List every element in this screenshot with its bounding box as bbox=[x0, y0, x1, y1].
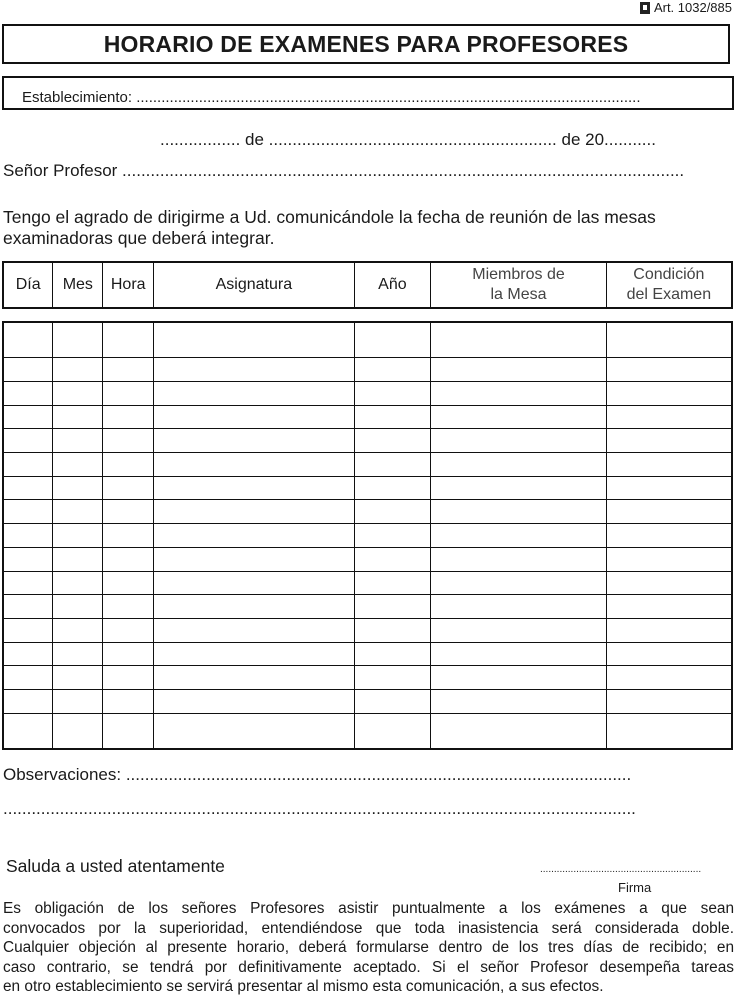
table-cell[interactable] bbox=[154, 547, 354, 571]
table-row bbox=[3, 476, 732, 500]
date-line[interactable]: ................. de ............................................................. de 20........... bbox=[160, 130, 656, 149]
footer-line: en otro establecimiento se servirá presentar al mismo esta comunicación, a sus efectos. bbox=[3, 978, 604, 995]
table-cell[interactable] bbox=[3, 713, 53, 749]
table-cell[interactable] bbox=[154, 595, 354, 619]
table-cell[interactable] bbox=[431, 429, 607, 453]
article-code-text: Art. 1032/885 bbox=[653, 0, 732, 15]
observaciones-continuation[interactable]: ...................................................................................................................................... bbox=[3, 799, 636, 818]
table-cell[interactable] bbox=[354, 524, 431, 548]
table-cell[interactable] bbox=[606, 381, 732, 405]
observaciones-field[interactable]: Observaciones: ........................................................................................................... bbox=[3, 765, 632, 784]
table-cell[interactable] bbox=[103, 547, 154, 571]
table-cell[interactable] bbox=[606, 618, 732, 642]
table-cell[interactable] bbox=[431, 322, 607, 358]
table-cell[interactable] bbox=[431, 547, 607, 571]
table-cell[interactable] bbox=[154, 322, 354, 358]
table-cell[interactable] bbox=[606, 642, 732, 666]
table-cell[interactable] bbox=[53, 642, 103, 666]
table-cell[interactable] bbox=[154, 618, 354, 642]
table-cell[interactable] bbox=[3, 524, 53, 548]
table-cell[interactable] bbox=[3, 642, 53, 666]
table-cell[interactable] bbox=[431, 713, 607, 749]
table-cell[interactable] bbox=[3, 666, 53, 690]
table-cell[interactable] bbox=[606, 690, 732, 714]
table-cell[interactable] bbox=[3, 618, 53, 642]
table-cell[interactable] bbox=[354, 642, 431, 666]
column-header-line: la Mesa bbox=[490, 286, 547, 303]
table-cell[interactable] bbox=[606, 322, 732, 358]
table-cell[interactable] bbox=[431, 476, 607, 500]
table-cell[interactable] bbox=[431, 571, 607, 595]
table-row bbox=[3, 405, 732, 429]
table-cell[interactable] bbox=[3, 547, 53, 571]
table-row bbox=[3, 618, 732, 642]
table-cell[interactable] bbox=[103, 618, 154, 642]
table-cell[interactable] bbox=[354, 595, 431, 619]
table-cell[interactable] bbox=[103, 666, 154, 690]
table-cell[interactable] bbox=[431, 381, 607, 405]
table-cell[interactable] bbox=[53, 500, 103, 524]
table-cell[interactable] bbox=[3, 452, 53, 476]
table-cell[interactable] bbox=[606, 524, 732, 548]
table-cell[interactable] bbox=[354, 381, 431, 405]
table-cell[interactable] bbox=[606, 713, 732, 749]
table-row bbox=[3, 690, 732, 714]
table-cell[interactable] bbox=[431, 405, 607, 429]
table-cell[interactable] bbox=[103, 476, 154, 500]
table-row bbox=[3, 381, 732, 405]
table-cell[interactable] bbox=[103, 642, 154, 666]
column-header-line: Miembros de bbox=[472, 266, 565, 283]
table-cell[interactable] bbox=[3, 381, 53, 405]
table-cell[interactable] bbox=[154, 500, 354, 524]
table-row bbox=[3, 322, 732, 358]
table-cell[interactable] bbox=[606, 500, 732, 524]
table-cell[interactable] bbox=[154, 358, 354, 382]
table-cell[interactable] bbox=[606, 405, 732, 429]
table-cell[interactable] bbox=[103, 381, 154, 405]
table-cell[interactable] bbox=[606, 595, 732, 619]
publisher-logo-icon bbox=[640, 2, 650, 14]
table-row bbox=[3, 524, 732, 548]
table-cell[interactable] bbox=[606, 452, 732, 476]
schedule-table-body bbox=[2, 321, 733, 750]
table-cell[interactable] bbox=[53, 547, 103, 571]
column-header-line: del Examen bbox=[626, 286, 712, 303]
table-cell[interactable] bbox=[154, 571, 354, 595]
table-cell[interactable] bbox=[154, 476, 354, 500]
table-cell[interactable] bbox=[354, 405, 431, 429]
intro-line: examinadoras que deberá integrar. bbox=[3, 228, 275, 248]
table-cell[interactable] bbox=[354, 571, 431, 595]
schedule-table-header bbox=[2, 261, 733, 309]
footer-line: convocados por la superioridad, entendiéndose que toda inasistencia será considerada doble. bbox=[3, 919, 734, 937]
table-cell[interactable] bbox=[606, 429, 732, 453]
footer-line: Es obligación de los señores Profesores asistir puntualmente a los exámenes a que sean bbox=[3, 900, 734, 917]
table-cell[interactable] bbox=[354, 322, 431, 358]
table-row bbox=[3, 642, 732, 666]
footer-line: Cualquier objeción al presente horario, deberá formularse dentro de los tres días de recibido; en bbox=[3, 939, 734, 956]
table-cell[interactable] bbox=[103, 524, 154, 548]
table-cell[interactable] bbox=[3, 571, 53, 595]
table-cell[interactable] bbox=[53, 476, 103, 500]
table-cell[interactable] bbox=[53, 524, 103, 548]
table-cell[interactable] bbox=[154, 666, 354, 690]
table-cell[interactable] bbox=[103, 358, 154, 382]
establecimiento-field[interactable]: Establecimiento: ......................................................................................................................... bbox=[22, 89, 641, 106]
table-cell[interactable] bbox=[154, 452, 354, 476]
table-cell[interactable] bbox=[3, 322, 53, 358]
table-cell[interactable] bbox=[53, 358, 103, 382]
table-cell[interactable] bbox=[154, 429, 354, 453]
column-header-mes: Mes bbox=[53, 262, 103, 308]
table-cell[interactable] bbox=[3, 690, 53, 714]
table-cell[interactable] bbox=[103, 571, 154, 595]
table-cell[interactable] bbox=[3, 476, 53, 500]
column-header-hora: Hora bbox=[103, 262, 154, 308]
table-cell[interactable] bbox=[103, 713, 154, 749]
table-cell[interactable] bbox=[431, 595, 607, 619]
table-cell[interactable] bbox=[53, 571, 103, 595]
table-cell[interactable] bbox=[53, 666, 103, 690]
table-cell[interactable] bbox=[431, 642, 607, 666]
table-cell[interactable] bbox=[354, 358, 431, 382]
table-cell[interactable] bbox=[606, 358, 732, 382]
table-cell[interactable] bbox=[606, 476, 732, 500]
intro-paragraph bbox=[3, 207, 738, 249]
table-cell[interactable] bbox=[53, 713, 103, 749]
table-cell[interactable] bbox=[103, 595, 154, 619]
table-cell[interactable] bbox=[3, 405, 53, 429]
table-cell[interactable] bbox=[354, 690, 431, 714]
table-cell[interactable] bbox=[354, 500, 431, 524]
table-cell[interactable] bbox=[53, 381, 103, 405]
intro-line: Tengo el agrado de dirigirme a Ud. comunicándole la fecha de reunión de las mesas bbox=[3, 207, 656, 227]
table-cell[interactable] bbox=[606, 666, 732, 690]
closing-salutation: Saluda a usted atentamente bbox=[6, 856, 225, 876]
table-cell[interactable] bbox=[154, 405, 354, 429]
title-box bbox=[2, 24, 730, 64]
table-row bbox=[3, 547, 732, 571]
table-cell[interactable] bbox=[154, 642, 354, 666]
table-cell[interactable] bbox=[431, 690, 607, 714]
table-cell[interactable] bbox=[354, 547, 431, 571]
footer-line: caso contrario, se tendrá por definitivamente aceptado. Si el señor Profesor desempeña tareas bbox=[3, 958, 734, 976]
table-cell[interactable] bbox=[431, 500, 607, 524]
signature-line[interactable]: .......................................................... bbox=[540, 864, 702, 875]
table-cell[interactable] bbox=[431, 666, 607, 690]
firma-label: Firma bbox=[618, 880, 652, 895]
table-cell[interactable] bbox=[53, 690, 103, 714]
table-cell[interactable] bbox=[3, 595, 53, 619]
form-title: HORARIO DE EXAMENES PARA PROFESORES bbox=[103, 30, 629, 57]
article-code bbox=[640, 0, 732, 15]
table-cell[interactable] bbox=[354, 713, 431, 749]
table-row bbox=[3, 666, 732, 690]
table-cell[interactable] bbox=[431, 452, 607, 476]
table-cell[interactable] bbox=[154, 524, 354, 548]
table-row bbox=[3, 452, 732, 476]
column-header-miembros bbox=[431, 262, 606, 308]
table-row bbox=[3, 429, 732, 453]
table-cell[interactable] bbox=[354, 452, 431, 476]
senor-profesor-field[interactable]: Señor Profesor ....................................................................................................................... bbox=[3, 161, 685, 180]
footer-notice bbox=[3, 899, 734, 997]
column-header-asignatura: Asignatura bbox=[154, 262, 354, 308]
table-cell[interactable] bbox=[53, 618, 103, 642]
table-row bbox=[3, 571, 732, 595]
table-cell[interactable] bbox=[431, 358, 607, 382]
table-cell[interactable] bbox=[53, 595, 103, 619]
table-cell[interactable] bbox=[103, 690, 154, 714]
column-header-line: Condición bbox=[633, 266, 705, 283]
table-row bbox=[3, 713, 732, 749]
table-cell[interactable] bbox=[53, 429, 103, 453]
table-cell[interactable] bbox=[154, 381, 354, 405]
table-cell[interactable] bbox=[154, 690, 354, 714]
table-row bbox=[3, 595, 732, 619]
table-cell[interactable] bbox=[354, 476, 431, 500]
table-cell[interactable] bbox=[3, 358, 53, 382]
table-cell[interactable] bbox=[53, 405, 103, 429]
column-header-ano: Año bbox=[354, 262, 431, 308]
column-header-dia: Día bbox=[15, 276, 41, 293]
table-cell[interactable] bbox=[154, 713, 354, 749]
table-cell[interactable] bbox=[354, 666, 431, 690]
table-cell[interactable] bbox=[3, 500, 53, 524]
table-cell[interactable] bbox=[354, 429, 431, 453]
table-row bbox=[3, 500, 732, 524]
table-cell[interactable] bbox=[3, 429, 53, 453]
table-cell[interactable] bbox=[103, 452, 154, 476]
table-cell[interactable] bbox=[431, 618, 607, 642]
column-header-condicion bbox=[606, 262, 732, 308]
table-cell[interactable] bbox=[431, 524, 607, 548]
table-cell[interactable] bbox=[103, 322, 154, 358]
table-cell[interactable] bbox=[606, 571, 732, 595]
table-cell[interactable] bbox=[53, 452, 103, 476]
table-cell[interactable] bbox=[103, 405, 154, 429]
table-cell[interactable] bbox=[606, 547, 732, 571]
table-row bbox=[3, 358, 732, 382]
table-cell[interactable] bbox=[354, 618, 431, 642]
table-cell[interactable] bbox=[103, 429, 154, 453]
table-cell[interactable] bbox=[103, 500, 154, 524]
table-cell[interactable] bbox=[53, 322, 103, 358]
